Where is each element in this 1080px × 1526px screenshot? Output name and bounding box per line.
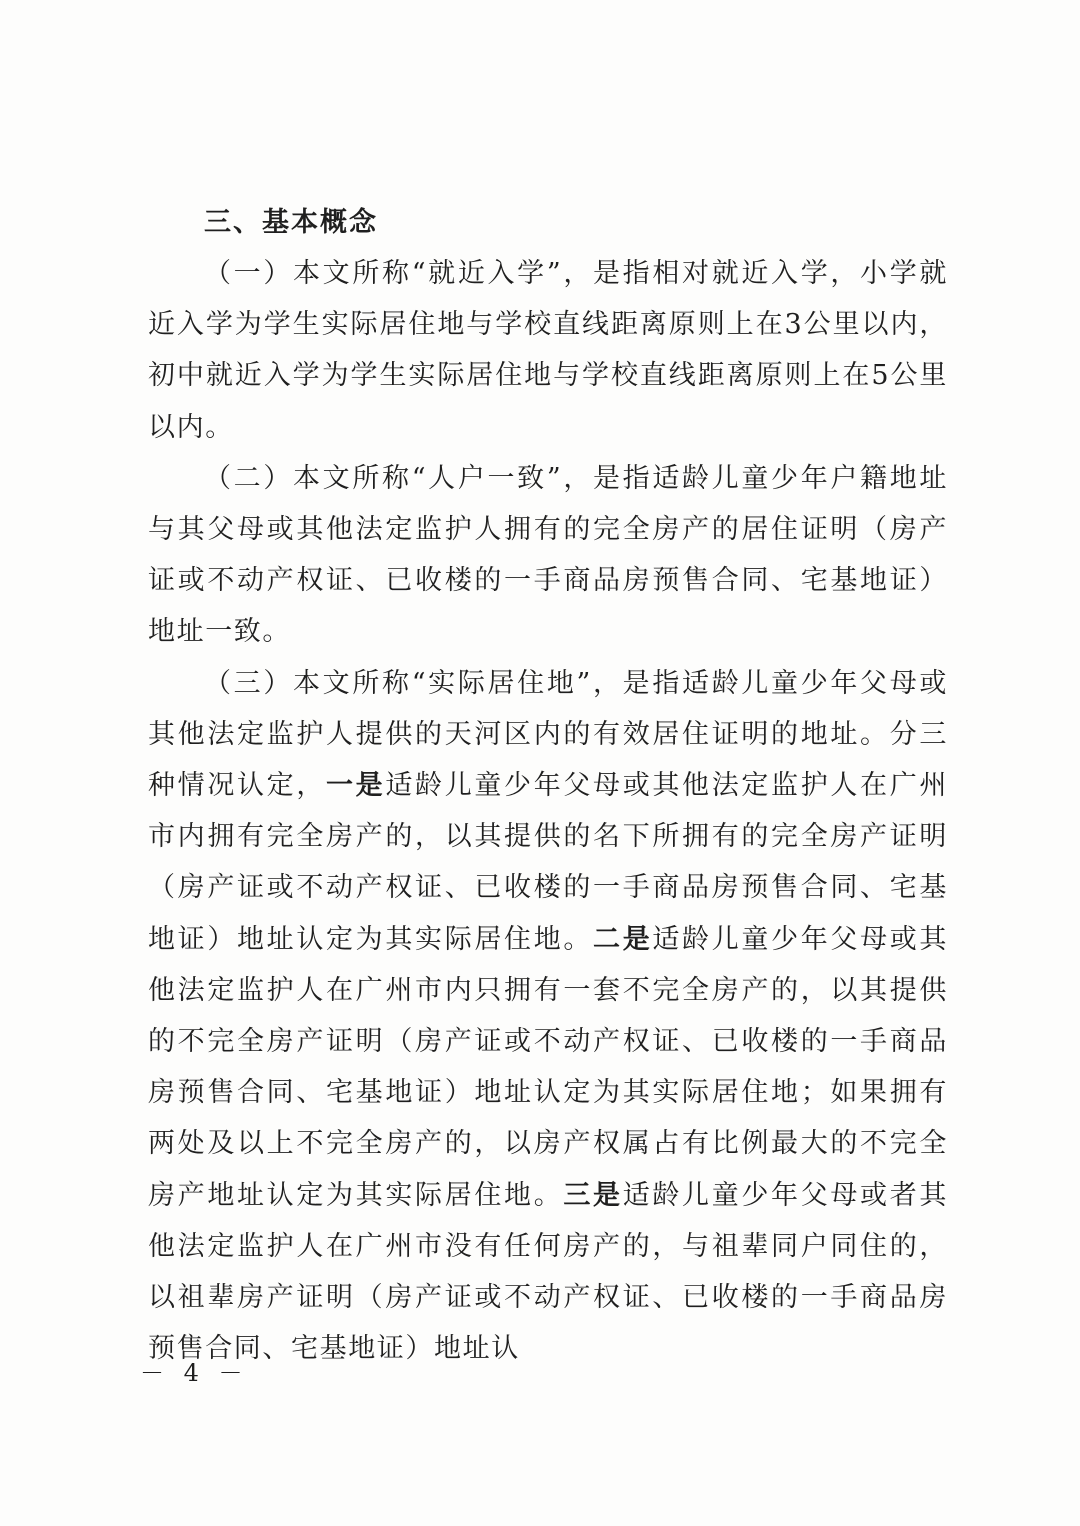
paragraph [148,453,948,658]
emphasis-text: 二是 [593,923,653,955]
paragraph-list [148,248,948,1374]
paragraph-text: 适龄儿童少年父母或者其他法定监护人在广州市没有任何房产的，与祖辈同户同住的，以祖辈房产证明（房产证或不动产权证、已收楼的一手商品房预售合同、宅基地证）地址认 [148,1179,948,1365]
paragraph-text: （三）本文所称“实际居住地”，是指适龄儿童少年父母或其他法定监护人提供的天河区内的有效居住证明的地址。分三种情况认定， [148,667,948,802]
emphasis-text: 三是 [563,1179,623,1211]
section-heading: 三、基本概念 [204,207,378,238]
document-body [148,197,948,1374]
page-number: － 4 － [140,1359,249,1387]
paragraph-text: （二）本文所称“人户一致”，是指适龄儿童少年户籍地址与其父母或其他法定监护人拥有的完全房产的居住证明（房产证或不动产权证、已收楼的一手商品房预售合同、宅基地证）地址一致。 [148,462,948,648]
paragraph-text: 适龄儿童少年父母或其他法定监护人在广州市内只拥有一套不完全房产的，以其提供的不完全房产证明（房产证或不动产权证、已收楼的一手商品房预售合同、宅基地证）地址认定为其实际居住地；如果拥有两处及以上不完全房产的，以房产权属占有比例最大的不完全房产地址认定为其实际居住地。 [148,923,949,1211]
paragraph-text: （一）本文所称“就近入学”，是指相对就近入学，小学就近入学为学生实际居住地与学校直线距离原则上在3公里以内，初中就近入学为学生实际居住地与学校直线距离原则上在5公里以内。 [148,258,948,443]
paragraph [148,658,948,1375]
paragraph [148,248,948,453]
paragraph-text: 适龄儿童少年父母或其他法定监护人在广州市内拥有完全房产的，以其提供的名下所拥有的完全房产证明（房产证或不动产权证、已收楼的一手商品房预售合同、宅基地证）地址认定为其实际居住地。 [148,770,948,955]
emphasis-text: 一是 [326,770,386,802]
